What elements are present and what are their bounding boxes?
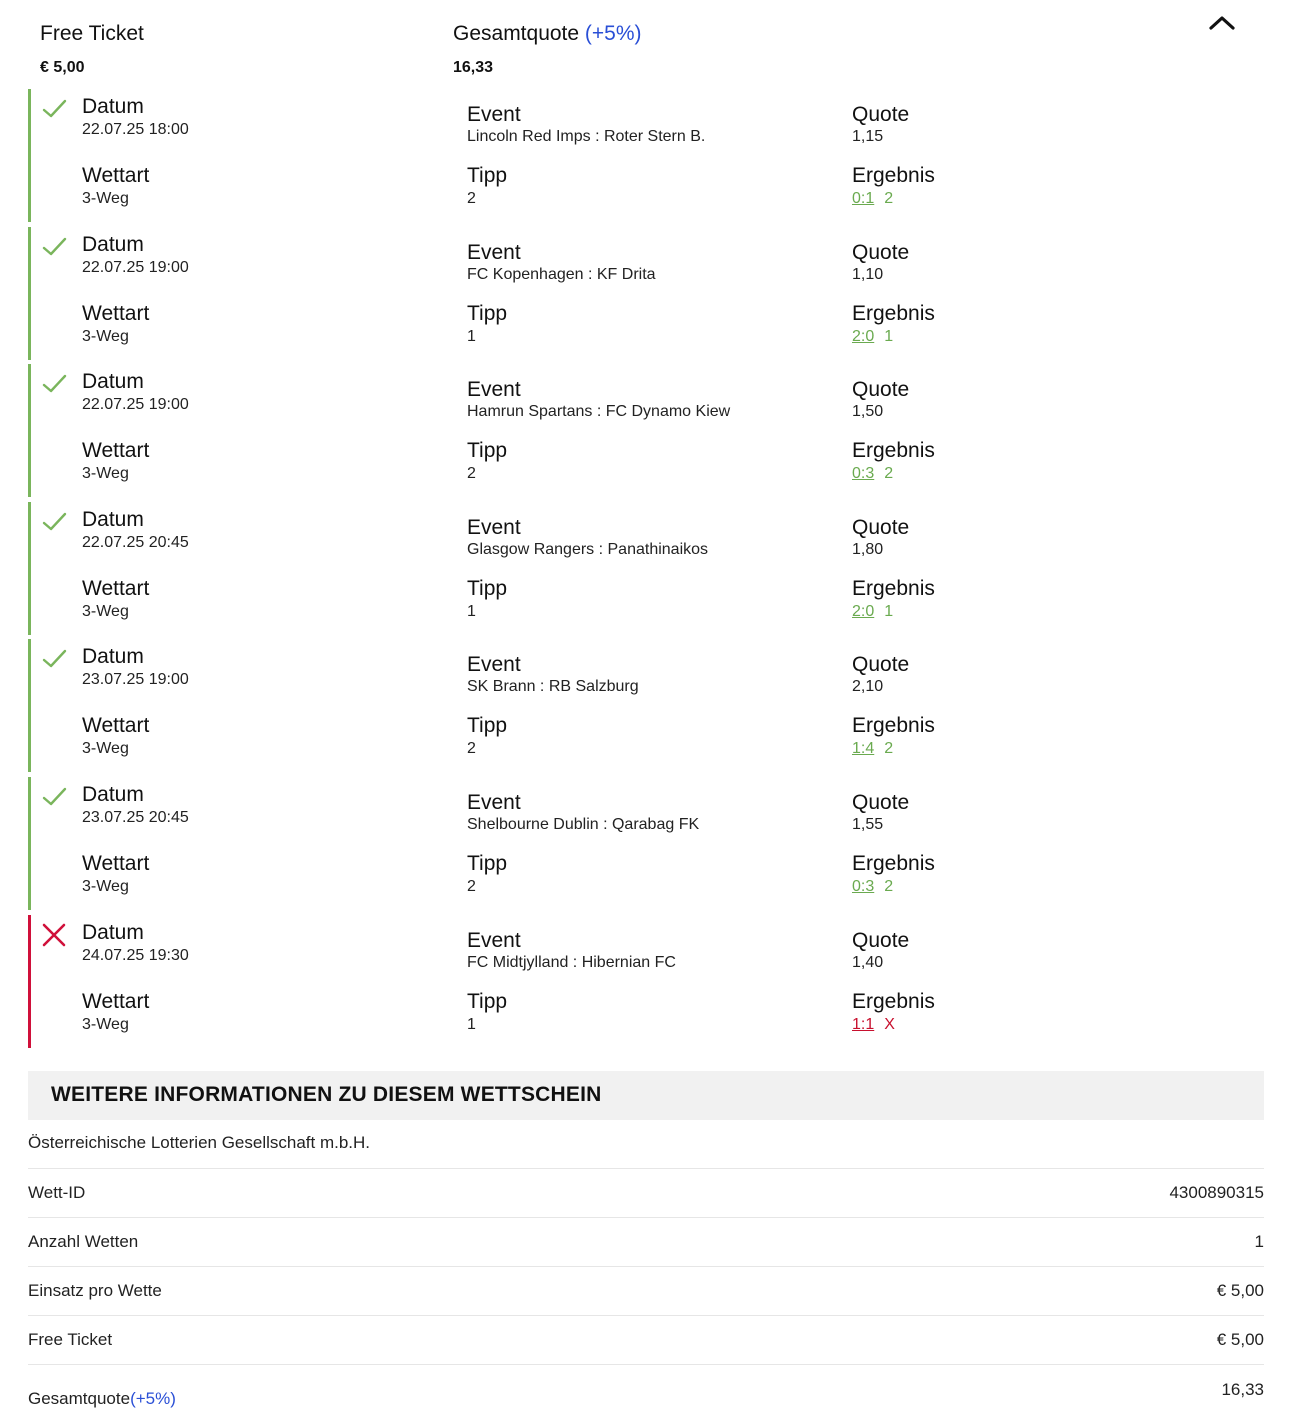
bet-item [28, 777, 1264, 910]
result-label: Ergebnis [852, 302, 935, 325]
date-label: Datum [82, 370, 144, 393]
date-label: Datum [82, 645, 144, 668]
bet-result [852, 327, 893, 347]
bet-type-label: Wettart [82, 164, 150, 187]
status-icon [40, 783, 68, 811]
bet-type-label: Wettart [82, 852, 150, 875]
date-label: Datum [82, 783, 144, 806]
info-row-bet-count [28, 1217, 1264, 1266]
check-icon [40, 95, 68, 123]
tip-label: Tipp [467, 577, 508, 600]
bet-tip: 1 [467, 1016, 476, 1033]
result-outcome: 1 [884, 603, 894, 620]
info-key: Wett-ID [28, 1183, 86, 1202]
date-label: Datum [82, 921, 144, 944]
tip-label: Tipp [467, 990, 508, 1013]
info-value: 1 [1254, 1232, 1264, 1251]
odds-label: Quote [852, 378, 910, 401]
result-outcome: 2 [884, 190, 894, 207]
bet-result [852, 189, 893, 209]
odds-label: Quote [852, 791, 910, 814]
result-outcome: 2 [884, 465, 894, 482]
bet-type: 3-Weg [82, 603, 129, 620]
bet-result [852, 464, 893, 484]
total-odds-value: 16,33 [453, 59, 494, 76]
bet-item [28, 227, 1264, 360]
bet-type: 3-Weg [82, 465, 129, 482]
total-odds-boost: (+5%) [130, 1389, 176, 1408]
bet-type: 3-Weg [82, 878, 129, 895]
status-icon [40, 370, 68, 398]
info-value: € 5,00 [1216, 1281, 1264, 1300]
result-label: Ergebnis [852, 164, 935, 187]
result-score-link[interactable]: 1:4 [852, 740, 875, 757]
bet-event: Lincoln Red Imps : Roter Stern B. [467, 128, 706, 145]
check-icon [40, 233, 68, 261]
odds-boost: (+5%) [584, 22, 642, 45]
bet-result [852, 877, 893, 897]
result-label: Ergebnis [852, 577, 935, 600]
tip-label: Tipp [467, 714, 508, 737]
bet-date: 22.07.25 19:00 [82, 396, 189, 413]
bet-type-label: Wettart [82, 990, 150, 1013]
check-icon [40, 370, 68, 398]
bet-odds: 1,10 [852, 266, 884, 283]
result-score-link[interactable]: 2:0 [852, 603, 875, 620]
bet-item [28, 89, 1264, 222]
info-section-header [28, 1071, 1264, 1120]
status-bar [28, 639, 31, 772]
date-label: Datum [82, 95, 144, 118]
odds-label: Quote [852, 241, 910, 264]
bet-date: 23.07.25 19:00 [82, 671, 189, 688]
company-name: Österreichische Lotterien Gesellschaft m.b.H. [28, 1133, 371, 1152]
bet-event: Shelbourne Dublin : Qarabag FK [467, 816, 700, 833]
bet-item [28, 915, 1264, 1048]
bet-date: 23.07.25 20:45 [82, 809, 189, 826]
bet-odds: 1,50 [852, 403, 884, 420]
result-label: Ergebnis [852, 852, 935, 875]
bet-tip: 2 [467, 465, 476, 482]
bet-item [28, 364, 1264, 497]
tip-label: Tipp [467, 852, 508, 875]
bet-type-label: Wettart [82, 439, 150, 462]
result-score-link[interactable]: 0:3 [852, 878, 875, 895]
status-bar [28, 89, 31, 222]
status-icon [40, 95, 68, 123]
info-value: 4300890315 [1169, 1183, 1264, 1202]
info-row-bet-id [28, 1168, 1264, 1217]
bet-date: 22.07.25 18:00 [82, 121, 189, 138]
result-label: Ergebnis [852, 714, 935, 737]
status-icon [40, 508, 68, 536]
status-icon [40, 645, 68, 673]
result-outcome: X [884, 1016, 895, 1033]
bet-result [852, 602, 893, 622]
bet-type: 3-Weg [82, 190, 129, 207]
bet-type-label: Wettart [82, 302, 150, 325]
bet-odds: 2,10 [852, 678, 884, 695]
bet-event: Glasgow Rangers : Panathinaikos [467, 541, 709, 558]
bet-event: Hamrun Spartans : FC Dynamo Kiew [467, 403, 731, 420]
chevron-up-icon [1206, 10, 1238, 34]
check-icon [40, 783, 68, 811]
bet-type-label: Wettart [82, 714, 150, 737]
bet-result [852, 1015, 895, 1035]
date-label: Datum [82, 233, 144, 256]
bet-tip: 2 [467, 740, 476, 757]
bet-tip: 2 [467, 190, 476, 207]
odds-label: Quote [852, 103, 910, 126]
bet-odds: 1,80 [852, 541, 884, 558]
result-score-link[interactable]: 2:0 [852, 328, 875, 345]
total-odds-key: Gesamtquote [28, 1389, 131, 1408]
event-label: Event [467, 103, 521, 126]
bet-date: 22.07.25 19:00 [82, 259, 189, 276]
bet-item [28, 502, 1264, 635]
info-key: Free Ticket [28, 1330, 113, 1349]
total-odds-label: Gesamtquote [453, 22, 580, 45]
info-heading: WEITERE INFORMATIONEN ZU DIESEM WETTSCHEIN [51, 1083, 602, 1106]
result-outcome: 2 [884, 740, 894, 757]
status-bar [28, 364, 31, 497]
status-icon [40, 233, 68, 261]
odds-label: Quote [852, 929, 910, 952]
odds-label: Quote [852, 653, 910, 676]
result-label: Ergebnis [852, 990, 935, 1013]
odds-label: Quote [852, 516, 910, 539]
bet-odds: 1,15 [852, 128, 884, 145]
info-row-free-ticket [28, 1315, 1264, 1364]
event-label: Event [467, 791, 521, 814]
ticket-value: € 5,00 [40, 59, 85, 76]
ticket-header [0, 0, 1294, 90]
collapse-button[interactable] [1206, 10, 1238, 34]
result-score-link[interactable]: 1:1 [852, 1016, 875, 1033]
info-value: 16,33 [1221, 1380, 1264, 1399]
bet-result [852, 739, 893, 759]
info-row-stake [28, 1266, 1264, 1315]
status-bar [28, 502, 31, 635]
status-bar [28, 777, 31, 910]
bet-tip: 1 [467, 328, 476, 345]
result-score-link[interactable]: 0:3 [852, 465, 875, 482]
total-odds-heading [453, 22, 642, 46]
ticket-label: Free Ticket [40, 22, 144, 45]
status-icon [40, 921, 68, 949]
bet-tip: 2 [467, 878, 476, 895]
result-outcome: 1 [884, 328, 894, 345]
bet-item [28, 639, 1264, 772]
result-label: Ergebnis [852, 439, 935, 462]
event-label: Event [467, 653, 521, 676]
status-bar [28, 227, 31, 360]
info-key: Einsatz pro Wette [28, 1281, 162, 1300]
info-value: € 5,00 [1216, 1330, 1264, 1349]
info-key: Anzahl Wetten [28, 1232, 139, 1251]
bet-type: 3-Weg [82, 328, 129, 345]
tip-label: Tipp [467, 164, 508, 187]
event-label: Event [467, 516, 521, 539]
event-label: Event [467, 378, 521, 401]
bet-date: 22.07.25 20:45 [82, 534, 189, 551]
check-icon [40, 508, 68, 536]
tip-label: Tipp [467, 302, 508, 325]
bet-event: SK Brann : RB Salzburg [467, 678, 639, 695]
bet-type-label: Wettart [82, 577, 150, 600]
bet-type: 3-Weg [82, 740, 129, 757]
cross-icon [40, 921, 68, 949]
info-key [28, 1389, 176, 1409]
event-label: Event [467, 241, 521, 264]
bet-date: 24.07.25 19:30 [82, 947, 189, 964]
check-icon [40, 645, 68, 673]
bet-odds: 1,40 [852, 954, 884, 971]
bet-event: FC Kopenhagen : KF Drita [467, 266, 656, 283]
result-outcome: 2 [884, 878, 894, 895]
bet-type: 3-Weg [82, 1016, 129, 1033]
event-label: Event [467, 929, 521, 952]
result-score-link[interactable]: 0:1 [852, 190, 875, 207]
bet-event: FC Midtjylland : Hibernian FC [467, 954, 676, 971]
status-bar [28, 915, 31, 1048]
info-row-total-odds [28, 1364, 1264, 1413]
date-label: Datum [82, 508, 144, 531]
bet-odds: 1,55 [852, 816, 884, 833]
bet-tip: 1 [467, 603, 476, 620]
tip-label: Tipp [467, 439, 508, 462]
